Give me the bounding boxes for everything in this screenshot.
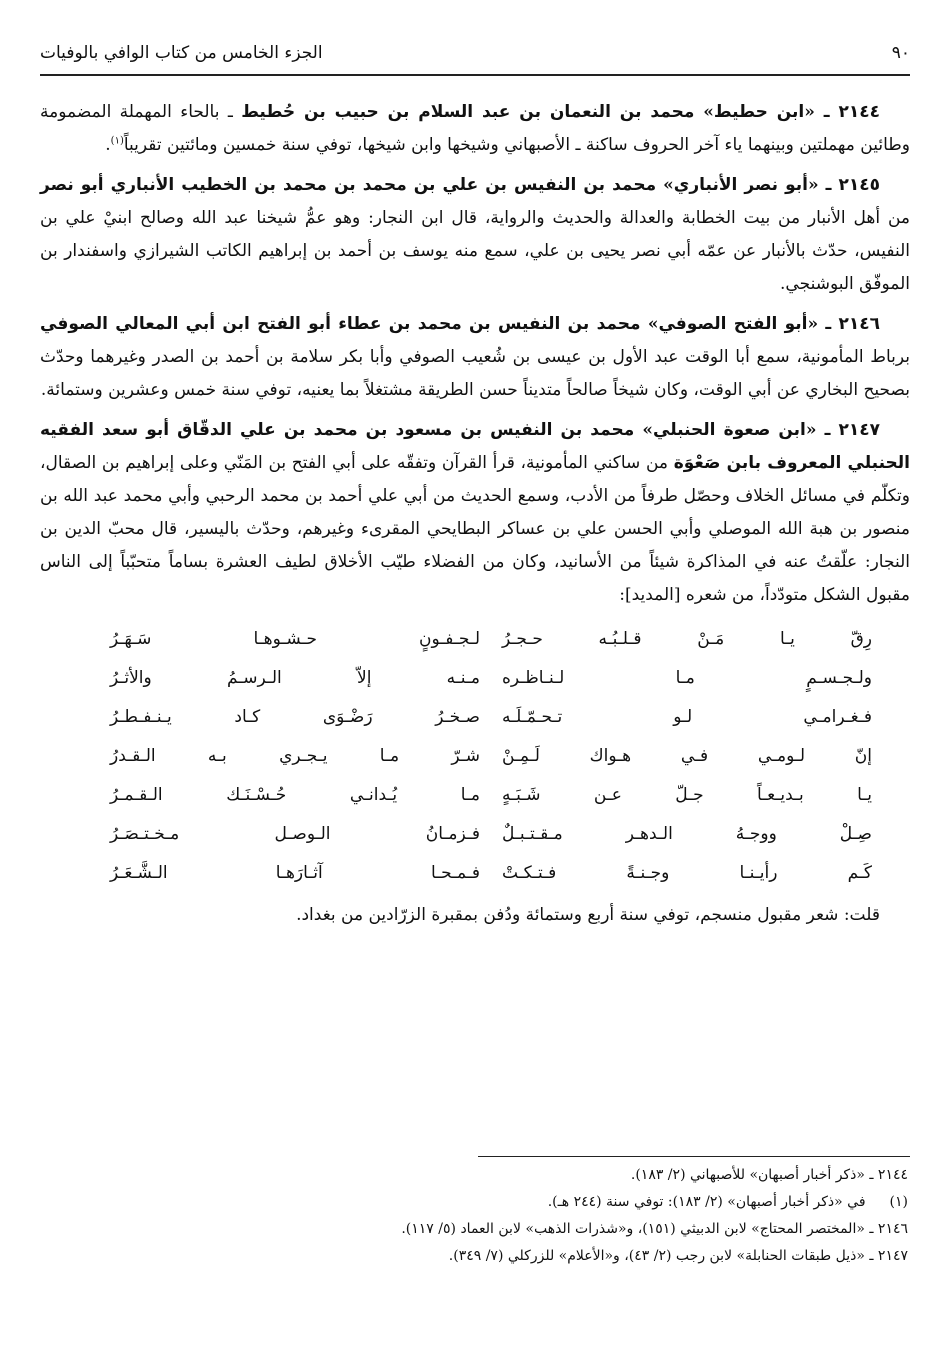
main-text xyxy=(40,96,910,932)
poem xyxy=(40,620,910,893)
biography-entry xyxy=(40,308,910,407)
second-hemistich: فـمـحـا آثـارَهـا الـشَّـعَـرُ xyxy=(110,863,480,883)
footnote xyxy=(40,1216,910,1243)
biography-entries xyxy=(40,96,910,612)
biography-entry xyxy=(40,414,910,612)
header-divider xyxy=(40,74,910,76)
entry-text: ـ بالحاء المهملة المضمومة وطائين مهملتين وبينهما ياء آخر الحروف ساكنة ـ الأصبهاني وشيخها وابن شيخها، توفي سنة خمسين ومائتين تقريباً xyxy=(40,102,910,155)
footnote-text: «ذكر أخبار أصبهان» للأصبهاني (٢/ ١٨٣). xyxy=(630,1167,865,1183)
first-hemistich: ولـجـسـمٍ مـا لـنـاظـره xyxy=(502,668,872,688)
first-hemistich: صِـلْ ووجـهُ الـدهـر مـقـتـبـلٌ xyxy=(502,824,872,844)
first-hemistich: فـغـرامـي لـو تـحـمّـلَـه xyxy=(502,707,872,727)
entry-text: من ساكني المأمونية، قرأ القرآن وتفقّه على أبي الفتح بن المَنّي وعلى إبراهيم بن الصقال، وتكلّم في مسائل الخلاف وحصّل طرفاً من الأدب، وسمع الحديث من أبي علي أحمد بن محمد الرحبي وأبي محمد عبد الله بن منصور بن هبة الله الموصلي وأبي الحسن علي بن عساكر البطايحي المقرىء وغيرهم، وحدّث باليسير، قال محبّ الدين بن النجار: علّقتُ عنه في المذاكرة شيئاً من الأسانيد، وكان من الفضلاء طيّب الأخلاق لطيف العشرة بساماً متحبّباً إلى الناس مقبول الشكل متودّداً، من شعره [المديد]: xyxy=(40,453,910,605)
entry-heading: ٢١٤٧ ـ «ابن صعوة الحنبلي» محمد بن النفيس بن مسعود بن محمد بن علي الدقّاق أبو سعد الفقيه الحنبلي المعروف بابن صَعْوَة xyxy=(40,420,910,473)
footnote-number: ٢١٤٤ ـ xyxy=(869,1167,908,1183)
first-hemistich: رِقّ يـا مَـنْ قـلـبُـه حـجـرُ xyxy=(502,629,872,649)
poem-verse xyxy=(40,854,910,893)
first-hemistich: إنّ لـومـي فـي هـواك لَـمِـنْ xyxy=(502,746,872,766)
second-hemistich: فـزمـانُ الـوصـل مـخـتـصَـرُ xyxy=(110,824,480,844)
footnote-number: ٢١٤٧ ـ xyxy=(869,1248,908,1264)
second-hemistich: شـرّ مـا يـجـري بـه الـقـدرُ xyxy=(110,746,480,766)
footnote-number: (١) xyxy=(889,1194,908,1210)
first-hemistich: يـا بـديـعـاً جـلّ عـن شَـبَـهٍ xyxy=(502,785,872,805)
footnote xyxy=(40,1189,910,1216)
footnote-divider xyxy=(478,1156,910,1157)
footnote-number: ٢١٤٦ ـ xyxy=(869,1221,908,1237)
biography-entry xyxy=(40,96,910,162)
entry-heading: ٢١٤٤ ـ «ابن حطيط» محمد بن النعمان بن عبد السلام بن حبيب بن حُطيط xyxy=(241,102,880,122)
entry-heading: ٢١٤٥ ـ «أبو نصر الأنباري» محمد بن النفيس بن علي بن محمد بن محمد بن الخطيب الأنباري أبو نصر xyxy=(40,175,880,195)
second-hemistich: مـا يُـدانـي حُـسْـنَـك الـقـمـرُ xyxy=(110,785,480,805)
running-title: الجزء الخامس من كتاب الوافي بالوفيات xyxy=(40,43,323,63)
entry-text: . xyxy=(105,135,111,155)
biography-entry xyxy=(40,169,910,301)
page-number: ٩٠ xyxy=(891,43,910,63)
footnote xyxy=(40,1162,910,1189)
poem-verse xyxy=(40,776,910,815)
entry-heading: ٢١٤٦ ـ «أبو الفتح الصوفي» محمد بن النفيس بن محمد بن عطاء أبو الفتح ابن أبي المعالي الصوفي xyxy=(40,314,880,334)
closing-remark: قلت: شعر مقبول منسجم، توفي سنة أربع وستمائة ودُفن بمقبرة الزرّادين من بغداد. xyxy=(296,905,880,925)
poem-verse xyxy=(40,698,910,737)
poem-verse xyxy=(40,815,910,854)
running-header xyxy=(40,38,910,68)
entry-text: من أهل الأنبار من بيت الخطابة والعدالة والحديث والرواية، قال ابن النجار: وهو عمُّ شيخنا عبد الله وصالح ابنيْ علي بن النفيس، حدّث بالأنبار عن عمّه أبي نصر يحيى بن علي، سمع منه يوسف بن أحمد بن إبراهيم الكاتب الشيرازي واسفندار بن الموفّق البوشنجي. xyxy=(40,208,910,294)
second-hemistich: لـجـفـونٍ حـشـوهـا سَـهَـرُ xyxy=(110,629,480,649)
footnote-text: «المختصر المحتاج» لابن الدبيثي (١٥١)، و«شذرات الذهب» لابن العماد (٥/ ١١٧). xyxy=(401,1221,865,1237)
poem-verse xyxy=(40,659,910,698)
footnote xyxy=(40,1243,910,1270)
poem-verse xyxy=(40,620,910,659)
second-hemistich: صـخـرُ رَضْـوَى كـاد يـنـفـطـرُ xyxy=(110,707,480,727)
entry-text: برباط المأمونية، سمع أبا الوقت عبد الأول بن عيسى بن شُعيب الصوفي وأبا بكر سلامة بن أحمد بن الصدر وغيرهما وحدّث بصحيح البخاري عن أبي الوقت، وكان شيخاً صالحاً متديناً حسن الطريقة مشتغلاً بما يعنيه، توفي سنة خمس وعشرين وستمائة. xyxy=(40,347,910,400)
footnotes xyxy=(40,1162,910,1270)
poem-verse xyxy=(40,737,910,776)
footnote-text: في «ذكر أخبار أصبهان» (٢/ ١٨٣): توفي سنة (٢٤٤ هـ). xyxy=(547,1194,866,1210)
second-hemistich: مـنـه إلاّ الـرسـمُ والأثـرُ xyxy=(110,668,480,688)
first-hemistich: كَـم رأيـنـا وجـنـةً فـتـكـتْ xyxy=(502,863,872,883)
footnote-marker: (١) xyxy=(110,135,124,147)
footnote-text: «ذيل طبقات الحنابلة» لابن رجب (٢/ ٤٣)، و«الأعلام» للزركلي (٧/ ٣٤٩). xyxy=(448,1248,865,1264)
